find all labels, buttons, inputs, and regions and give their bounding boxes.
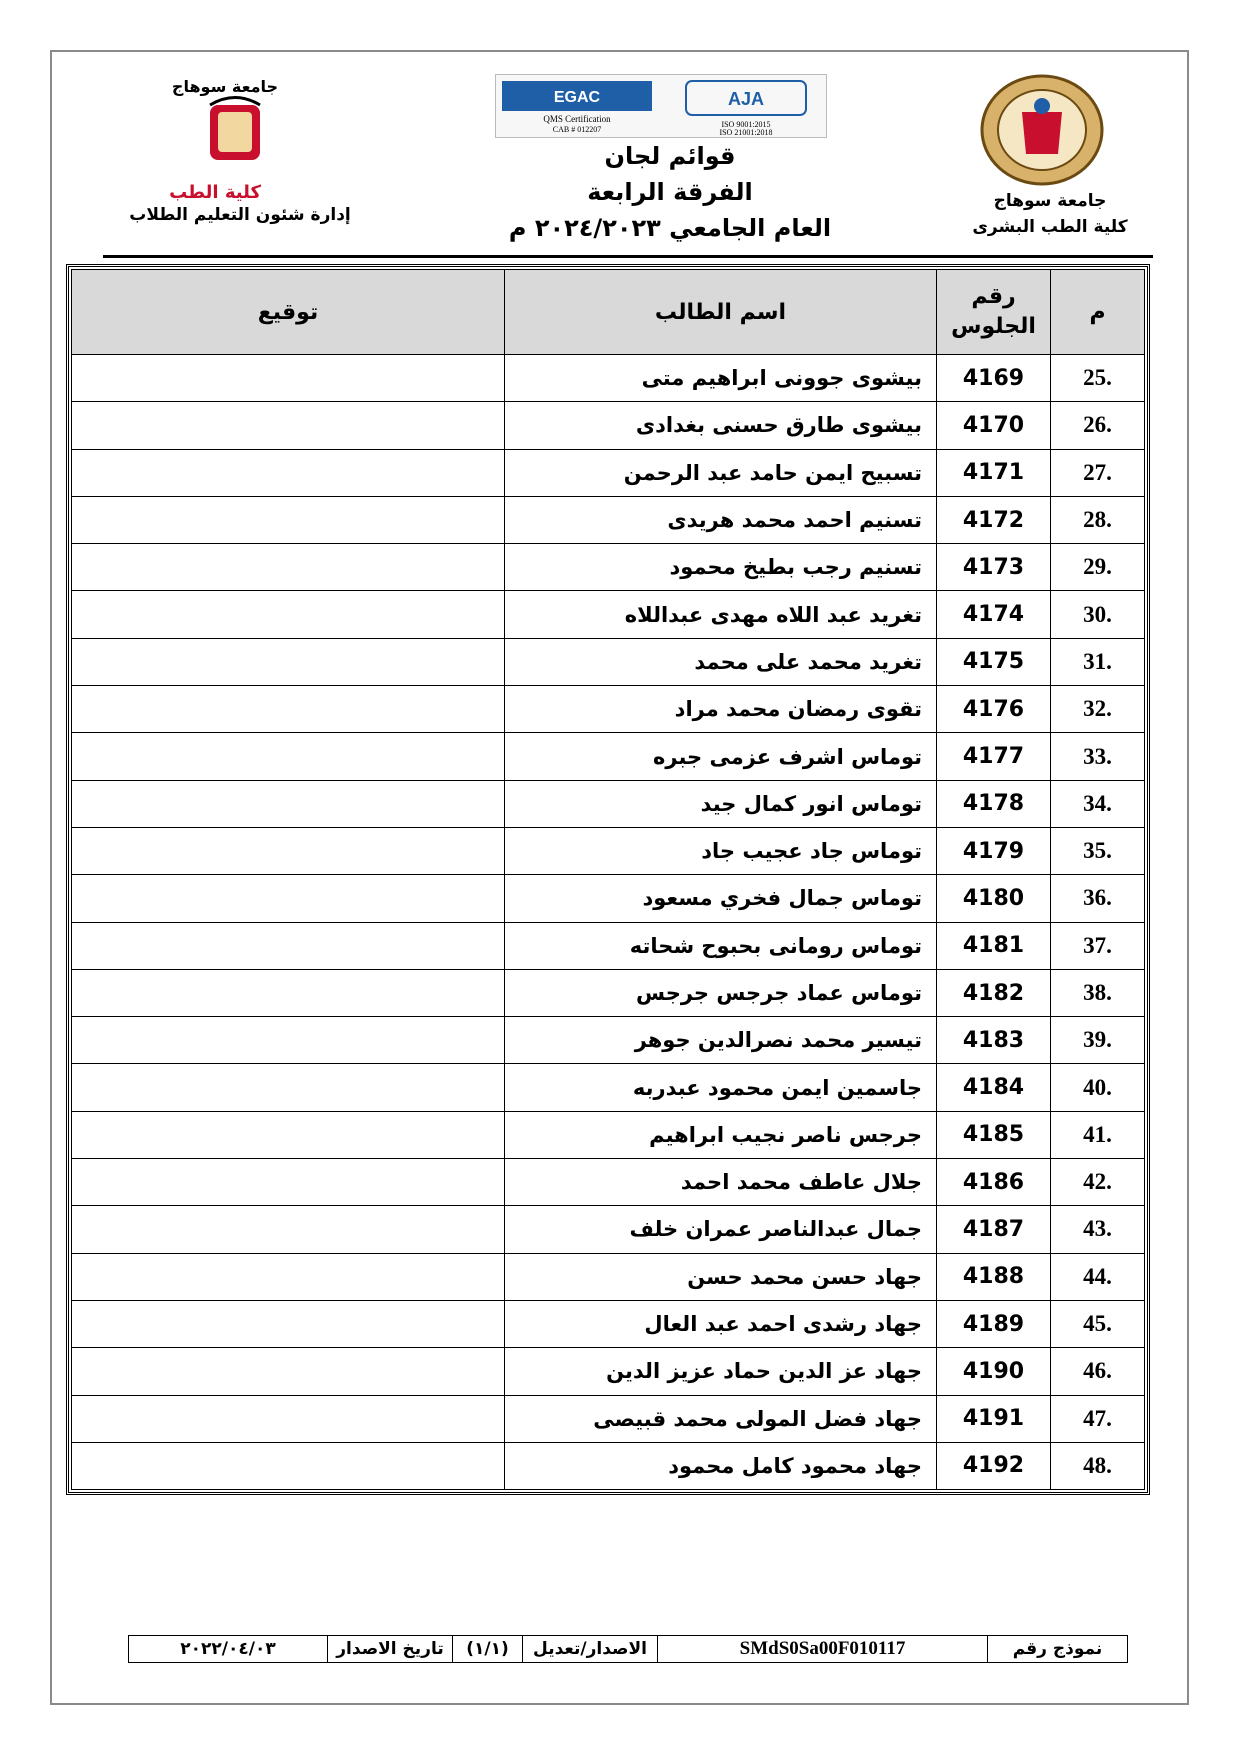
signature-cell [72,1064,505,1111]
seat-number-text: 4182 [962,980,1025,1006]
table-row [72,1442,1145,1489]
svg-text:EGAC: EGAC [553,89,601,106]
table-row [72,686,1145,733]
table-row [72,1395,1145,1442]
signature-cell [72,449,505,496]
faculty-logo [115,70,315,210]
student-name-text: تسنيم احمد محمد هريدى [667,508,922,533]
student-name-text: بيشوى طارق حسنى بغدادى [635,413,922,438]
row-number [1051,1253,1145,1300]
row-number-text: 45. [1083,1311,1112,1337]
student-name-text: توماس اشرف عزمى جبره [653,744,922,769]
seat-number [937,1111,1051,1158]
student-name-text: جهاد رشدى احمد عبد العال [644,1312,922,1337]
svg-text:AJA: AJA [727,89,765,109]
table-row [72,1017,1145,1064]
svg-text:CAB # 012207: CAB # 012207 [552,125,602,134]
table-row [72,733,1145,780]
title-academic-year: العام الجامعي ٢٠٢٤/٢٠٢٣ م [508,214,832,242]
student-name [505,733,937,780]
signature-cell [72,875,505,922]
table-row [72,544,1145,591]
seat-number [937,449,1051,496]
svg-text:QMS Certification: QMS Certification [543,114,611,124]
seat-number [937,827,1051,874]
signature-cell [72,1395,505,1442]
student-name [505,1348,937,1395]
table-row [72,780,1145,827]
seat-number [937,1348,1051,1395]
row-number-text: 44. [1083,1263,1112,1289]
student-name [505,827,937,874]
header-student-name: اسم الطالب [505,270,937,355]
row-number-text: 29. [1083,554,1112,580]
student-name [505,544,937,591]
svg-text:كلية الطب: كلية الطب [169,182,261,203]
table-row [72,1348,1145,1395]
student-name-text: تيسير محمد نصرالدين جوهر [634,1028,922,1053]
row-number-text: 37. [1083,932,1112,958]
seat-number [937,733,1051,780]
student-name [505,1064,937,1111]
certification-badges [495,74,827,138]
row-number-text: 38. [1083,980,1112,1005]
signature-cell [72,402,505,449]
row-number [1051,875,1145,922]
seat-number [937,1206,1051,1253]
student-name-text: توماس جمال فخري مسعود [642,886,922,911]
row-number [1051,638,1145,685]
table-row [72,638,1145,685]
row-number-text: 27. [1083,459,1112,485]
row-number-text: 31. [1083,648,1112,674]
row-number-text: 48. [1083,1452,1112,1478]
seat-number-text: 4173 [962,554,1025,580]
signature-cell [72,544,505,591]
student-name-text: توماس جاد عجيب جاد [701,839,922,864]
row-number-text: 32. [1083,696,1112,722]
row-number [1051,544,1145,591]
row-number [1051,355,1145,402]
title-year-level: الفرقة الرابعة [587,178,753,206]
student-name-text: جمال عبدالناصر عمران خلف [629,1217,922,1242]
table-row [72,1206,1145,1253]
seat-number [937,496,1051,543]
student-name [505,922,937,969]
table-row [72,1253,1145,1300]
row-number [1051,1064,1145,1111]
seat-number-text: 4177 [962,744,1025,770]
edition-value: (١/١) [452,1636,522,1662]
signature-cell [72,827,505,874]
seat-number-text: 4174 [962,602,1025,628]
seat-number-text: 4188 [962,1264,1025,1290]
table-row [72,1300,1145,1347]
header-no: م [1051,270,1145,355]
signature-cell [72,1442,505,1489]
students-table [66,264,1150,1495]
seat-number-text: 4175 [962,649,1025,675]
seat-number [937,355,1051,402]
table-row [72,1159,1145,1206]
row-number [1051,827,1145,874]
row-number [1051,449,1145,496]
row-number [1051,1111,1145,1158]
student-name-text: توماس رومانى بحبوح شحاته [629,933,922,958]
seat-number-text: 4176 [962,696,1025,722]
table-header-row [72,270,1145,355]
header-divider [103,255,1153,258]
signature-cell [72,780,505,827]
student-name [505,1442,937,1489]
university-info [960,188,1140,240]
row-number-text: 40. [1083,1074,1112,1100]
seat-number-text: 4185 [962,1122,1025,1148]
seat-number-text: 4186 [962,1169,1025,1195]
faculty-name: كلية الطب البشرى [972,217,1128,237]
student-name [505,1111,937,1158]
seat-number-text: 4181 [962,933,1025,959]
row-number [1051,496,1145,543]
seat-number [937,402,1051,449]
seat-number-text: 4179 [962,838,1025,864]
signature-cell [72,355,505,402]
row-number-text: 25. [1083,365,1112,391]
signature-cell [72,638,505,685]
student-name-text: تغريد عبد اللاه مهدى عبداللاه [624,602,922,627]
student-name [505,1395,937,1442]
signature-cell [72,1017,505,1064]
table-row [72,591,1145,638]
student-name [505,969,937,1016]
seat-number [937,1442,1051,1489]
table-row [72,922,1145,969]
seat-number-text: 4191 [962,1406,1025,1432]
seat-number [937,1395,1051,1442]
table-row [72,1064,1145,1111]
table-row [72,969,1145,1016]
signature-cell [72,1159,505,1206]
signature-cell [72,733,505,780]
form-code: SMdS0Sa00F010117 [657,1636,987,1662]
row-number [1051,1300,1145,1347]
seat-number [937,1159,1051,1206]
seat-number-text: 4180 [962,885,1025,911]
row-number [1051,733,1145,780]
issue-date-label: تاريخ الاصدار [327,1636,452,1662]
row-number [1051,1348,1145,1395]
row-number-text: 43. [1083,1216,1112,1242]
seat-number [937,780,1051,827]
svg-text:جامعة سوهاج: جامعة سوهاج [171,77,279,96]
signature-cell [72,496,505,543]
row-number [1051,1017,1145,1064]
row-number-text: 28. [1083,507,1112,533]
row-number-text: 30. [1083,601,1112,627]
seat-number-text: 4189 [962,1311,1025,1337]
student-name [505,496,937,543]
signature-cell [72,591,505,638]
seat-number [937,591,1051,638]
student-name [505,355,937,402]
student-name-text: جهاد حسن محمد حسن [687,1264,922,1289]
edition-label: الاصدار/تعديل [522,1636,657,1662]
university-name: جامعة سوهاج [993,191,1107,211]
student-name-text: جهاد محمود كامل محمود [668,1453,922,1478]
seat-number [937,544,1051,591]
signature-cell [72,686,505,733]
student-name [505,591,937,638]
row-number [1051,1206,1145,1253]
row-number-text: 39. [1083,1027,1112,1053]
student-name [505,449,937,496]
student-name [505,780,937,827]
department-name: إدارة شئون التعليم الطلاب [129,205,351,225]
svg-text:ISO 21001:2018: ISO 21001:2018 [719,128,773,137]
student-name-text: جرجس ناصر نجيب ابراهيم [649,1122,922,1147]
student-name [505,402,937,449]
seat-number [937,1253,1051,1300]
signature-cell [72,922,505,969]
issue-date-value: ٢٠٢٢/٠٤/٠٣ [180,1639,276,1659]
student-name-text: تسبيح ايمن حامد عبد الرحمن [623,460,922,485]
student-name [505,1017,937,1064]
seat-number-text: 4192 [962,1453,1025,1479]
signature-cell [72,1300,505,1347]
student-name-text: جهاد عز الدين حماد عزيز الدين [606,1359,922,1384]
seat-number-text: 4170 [962,412,1025,438]
seat-number-text: 4172 [962,507,1025,533]
row-number [1051,402,1145,449]
student-name-text: تقوى رمضان محمد مراد [674,697,922,722]
seat-number [937,686,1051,733]
signature-cell [72,1111,505,1158]
table-row [72,827,1145,874]
student-name [505,1159,937,1206]
seat-number-text: 4190 [962,1358,1025,1384]
seat-number-text: 4183 [962,1027,1025,1053]
table-row [72,355,1145,402]
student-name-text: توماس عماد جرجس جرجس [636,981,922,1005]
seat-number-text: 4171 [962,460,1025,486]
seat-number [937,1017,1051,1064]
student-name [505,1206,937,1253]
student-name [505,686,937,733]
svg-text:ISO 9001:2015: ISO 9001:2015 [721,120,771,129]
header-signature: توقيع [72,270,505,355]
row-number [1051,591,1145,638]
table-row [72,402,1145,449]
university-logo [978,72,1106,190]
form-number-label: نموذج رقم [987,1636,1127,1662]
row-number-text: 35. [1083,838,1112,864]
egac-aja-logo [496,75,826,137]
signature-cell [72,1253,505,1300]
row-number-text: 47. [1083,1405,1112,1431]
row-number [1051,1159,1145,1206]
form-footer [128,1635,1128,1663]
table-row [72,496,1145,543]
student-name-text: تغريد محمد على محمد [694,649,922,674]
student-name [505,1253,937,1300]
row-number-text: 33. [1083,743,1112,769]
signature-cell [72,969,505,1016]
document-titles [470,138,870,246]
seat-number-text: 4178 [962,791,1025,817]
header-seat-number: رقم الجلوس [937,270,1051,355]
table-row [72,1111,1145,1158]
row-number-text: 26. [1083,412,1112,438]
seat-number [937,1064,1051,1111]
row-number [1051,1442,1145,1489]
row-number [1051,686,1145,733]
row-number [1051,1395,1145,1442]
row-number-text: 42. [1083,1169,1112,1195]
student-name-text: جاسمين ايمن محمود عبدربه [632,1075,922,1100]
title-committee-lists: قوائم لجان [604,142,736,170]
row-number-text: 46. [1083,1358,1112,1384]
row-number [1051,780,1145,827]
row-number-text: 36. [1083,885,1112,911]
row-number [1051,922,1145,969]
seat-number [937,638,1051,685]
student-name [505,875,937,922]
row-number-text: 34. [1083,790,1112,816]
student-name [505,1300,937,1347]
signature-cell [72,1348,505,1395]
table-row [72,875,1145,922]
seat-number [937,922,1051,969]
student-name-text: تسنيم رجب بطيخ محمود [669,555,922,580]
student-name [505,638,937,685]
student-name-text: توماس انور كمال جيد [700,791,922,816]
student-name-text: جهاد فضل المولى محمد قبيصى [593,1406,922,1431]
row-number [1051,969,1145,1016]
student-name-text: بيشوى جوونى ابراهيم متى [641,366,922,391]
seat-number [937,969,1051,1016]
row-number-text: 41. [1083,1121,1112,1147]
table-row [72,449,1145,496]
student-name-text: جلال عاطف محمد احمد [680,1170,922,1195]
seat-number-text: 4169 [962,365,1025,391]
seat-number [937,875,1051,922]
seat-number-text: 4187 [962,1216,1025,1242]
seat-number-text: 4184 [962,1075,1025,1101]
signature-cell [72,1206,505,1253]
seat-number [937,1300,1051,1347]
